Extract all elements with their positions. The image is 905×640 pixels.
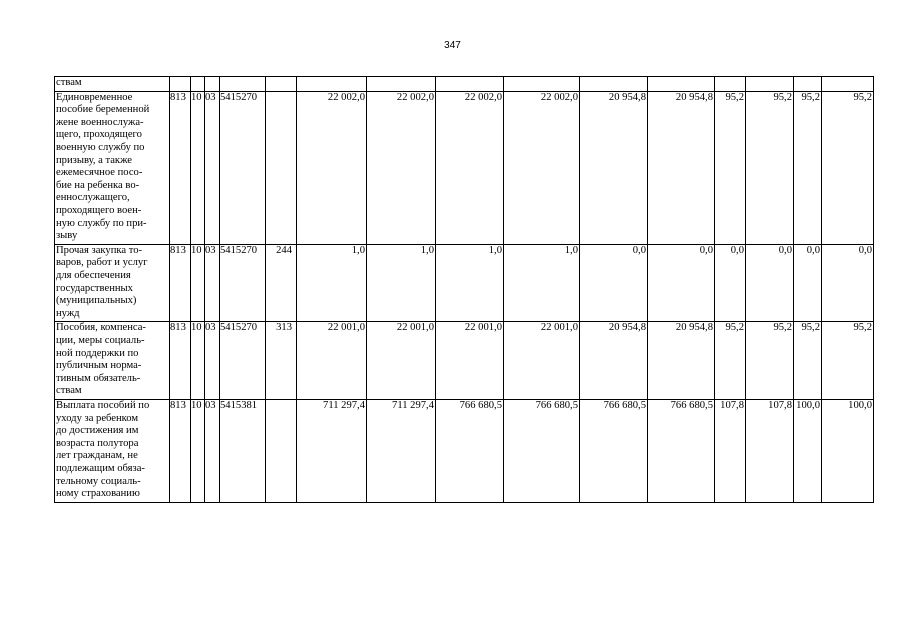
value-cell: 0,0 bbox=[822, 244, 874, 322]
value-cell: 22 001,0 bbox=[367, 322, 436, 400]
row-name-line: тельному социаль- bbox=[56, 475, 141, 487]
row-name-line: ции, меры социаль- bbox=[56, 334, 145, 346]
value-cell bbox=[580, 77, 648, 92]
row-name-line: еннослужащего, bbox=[56, 192, 130, 204]
expense-type-code-cell bbox=[266, 399, 297, 502]
value-cell bbox=[715, 77, 746, 92]
row-name-line: для обеспечения bbox=[56, 269, 131, 281]
table-row bbox=[55, 399, 874, 502]
value-cell: 22 001,0 bbox=[297, 322, 367, 400]
value-cell: 1,0 bbox=[504, 244, 580, 322]
value-cell: 100,0 bbox=[822, 399, 874, 502]
value-cell: 766 680,5 bbox=[436, 399, 504, 502]
value-cell bbox=[297, 77, 367, 92]
row-name-line: ному страхованию bbox=[56, 488, 140, 500]
subsection-code-cell bbox=[205, 77, 220, 92]
table-row bbox=[55, 244, 874, 322]
row-name-line: ную службу по при- bbox=[56, 217, 147, 229]
value-cell: 95,2 bbox=[822, 322, 874, 400]
value-cell: 95,2 bbox=[715, 91, 746, 244]
value-cell bbox=[746, 77, 794, 92]
value-cell: 20 954,8 bbox=[648, 322, 715, 400]
value-cell: 95,2 bbox=[794, 322, 822, 400]
row-name-line: ствам bbox=[56, 385, 82, 397]
value-cell bbox=[822, 77, 874, 92]
value-cell: 95,2 bbox=[746, 91, 794, 244]
value-cell: 95,2 bbox=[822, 91, 874, 244]
table-body bbox=[55, 77, 874, 503]
value-cell: 766 680,5 bbox=[648, 399, 715, 502]
value-cell: 711 297,4 bbox=[297, 399, 367, 502]
row-name-line: (муниципальных) bbox=[56, 295, 137, 307]
row-name-line: ной поддержки по bbox=[56, 347, 139, 359]
value-cell bbox=[504, 77, 580, 92]
value-cell: 1,0 bbox=[436, 244, 504, 322]
row-name-line: нужд bbox=[56, 307, 80, 319]
target-article-code-cell bbox=[220, 77, 266, 92]
expense-type-code-cell: 244 bbox=[266, 244, 297, 322]
value-cell: 0,0 bbox=[715, 244, 746, 322]
section-code-cell: 10 bbox=[191, 399, 205, 502]
budget-table bbox=[54, 76, 874, 503]
row-name-line: призыву, а также bbox=[56, 154, 132, 166]
row-name-cell bbox=[55, 322, 170, 400]
value-cell: 1,0 bbox=[297, 244, 367, 322]
subsection-code-cell: 03 bbox=[205, 91, 220, 244]
row-name-line: щего, проходящего bbox=[56, 129, 142, 141]
value-cell: 766 680,5 bbox=[580, 399, 648, 502]
table-row bbox=[55, 322, 874, 400]
row-name-line: тивным обязатель- bbox=[56, 372, 141, 384]
table-row bbox=[55, 91, 874, 244]
value-cell: 95,2 bbox=[715, 322, 746, 400]
row-name-line: Прочая закупка то- bbox=[56, 244, 143, 256]
row-name-line: возраста полутора bbox=[56, 437, 139, 449]
subsection-code-cell: 03 bbox=[205, 399, 220, 502]
value-cell: 22 002,0 bbox=[436, 91, 504, 244]
row-name-cell bbox=[55, 399, 170, 502]
section-code-cell bbox=[191, 77, 205, 92]
row-name-line: подлежащим обяза- bbox=[56, 462, 145, 474]
value-cell: 22 002,0 bbox=[297, 91, 367, 244]
row-name-line: бие на ребенка во- bbox=[56, 179, 140, 191]
value-cell: 107,8 bbox=[746, 399, 794, 502]
target-article-code-cell: 5415270 bbox=[220, 244, 266, 322]
subsection-code-cell: 03 bbox=[205, 322, 220, 400]
row-name-cell bbox=[55, 244, 170, 322]
value-cell: 95,2 bbox=[746, 322, 794, 400]
value-cell: 22 002,0 bbox=[367, 91, 436, 244]
value-cell: 22 002,0 bbox=[504, 91, 580, 244]
value-cell: 22 001,0 bbox=[436, 322, 504, 400]
value-cell bbox=[367, 77, 436, 92]
row-name-line: Выплата пособий по bbox=[56, 399, 150, 411]
target-article-code-cell: 5415270 bbox=[220, 91, 266, 244]
expense-type-code-cell: 313 bbox=[266, 322, 297, 400]
row-name-line: варов, работ и услуг bbox=[56, 257, 148, 269]
ministry-code-cell: 813 bbox=[170, 399, 191, 502]
row-name-cell bbox=[55, 77, 170, 92]
row-name-line: до достижения им bbox=[56, 425, 139, 437]
row-name-line: лет гражданам, не bbox=[56, 450, 138, 462]
ministry-code-cell: 813 bbox=[170, 244, 191, 322]
value-cell: 20 954,8 bbox=[580, 91, 648, 244]
row-name-line: ежемесячное посо- bbox=[56, 167, 143, 179]
value-cell: 20 954,8 bbox=[580, 322, 648, 400]
row-name-line: проходящего воен- bbox=[56, 204, 142, 216]
row-name-line: публичным норма- bbox=[56, 360, 142, 372]
target-article-code-cell: 5415270 bbox=[220, 322, 266, 400]
value-cell: 107,8 bbox=[715, 399, 746, 502]
value-cell: 0,0 bbox=[794, 244, 822, 322]
row-name-line: Единовременное bbox=[56, 91, 133, 103]
row-name-line: ствам bbox=[56, 77, 82, 88]
row-name-line: зыву bbox=[56, 230, 78, 242]
row-name-cell bbox=[55, 91, 170, 244]
section-code-cell: 10 bbox=[191, 91, 205, 244]
section-code-cell: 10 bbox=[191, 244, 205, 322]
row-name-line: военную службу по bbox=[56, 141, 145, 153]
row-name-line: государственных bbox=[56, 282, 133, 294]
subsection-code-cell: 03 bbox=[205, 244, 220, 322]
value-cell: 95,2 bbox=[794, 91, 822, 244]
page-number: 347 bbox=[444, 40, 461, 51]
value-cell: 0,0 bbox=[580, 244, 648, 322]
value-cell: 766 680,5 bbox=[504, 399, 580, 502]
value-cell: 1,0 bbox=[367, 244, 436, 322]
section-code-cell: 10 bbox=[191, 322, 205, 400]
value-cell: 100,0 bbox=[794, 399, 822, 502]
value-cell: 0,0 bbox=[746, 244, 794, 322]
value-cell: 22 001,0 bbox=[504, 322, 580, 400]
row-name-line: уходу за ребенком bbox=[56, 412, 139, 424]
ministry-code-cell bbox=[170, 77, 191, 92]
expense-type-code-cell bbox=[266, 91, 297, 244]
value-cell bbox=[648, 77, 715, 92]
row-name-line: Пособия, компенса- bbox=[56, 322, 146, 334]
value-cell bbox=[436, 77, 504, 92]
row-name-line: пособие беременной bbox=[56, 104, 150, 116]
table-row bbox=[55, 77, 874, 92]
value-cell: 0,0 bbox=[648, 244, 715, 322]
row-name-line: жене военнослужа- bbox=[56, 116, 144, 128]
target-article-code-cell: 5415381 bbox=[220, 399, 266, 502]
value-cell: 711 297,4 bbox=[367, 399, 436, 502]
ministry-code-cell: 813 bbox=[170, 91, 191, 244]
expense-type-code-cell bbox=[266, 77, 297, 92]
value-cell bbox=[794, 77, 822, 92]
value-cell: 20 954,8 bbox=[648, 91, 715, 244]
ministry-code-cell: 813 bbox=[170, 322, 191, 400]
